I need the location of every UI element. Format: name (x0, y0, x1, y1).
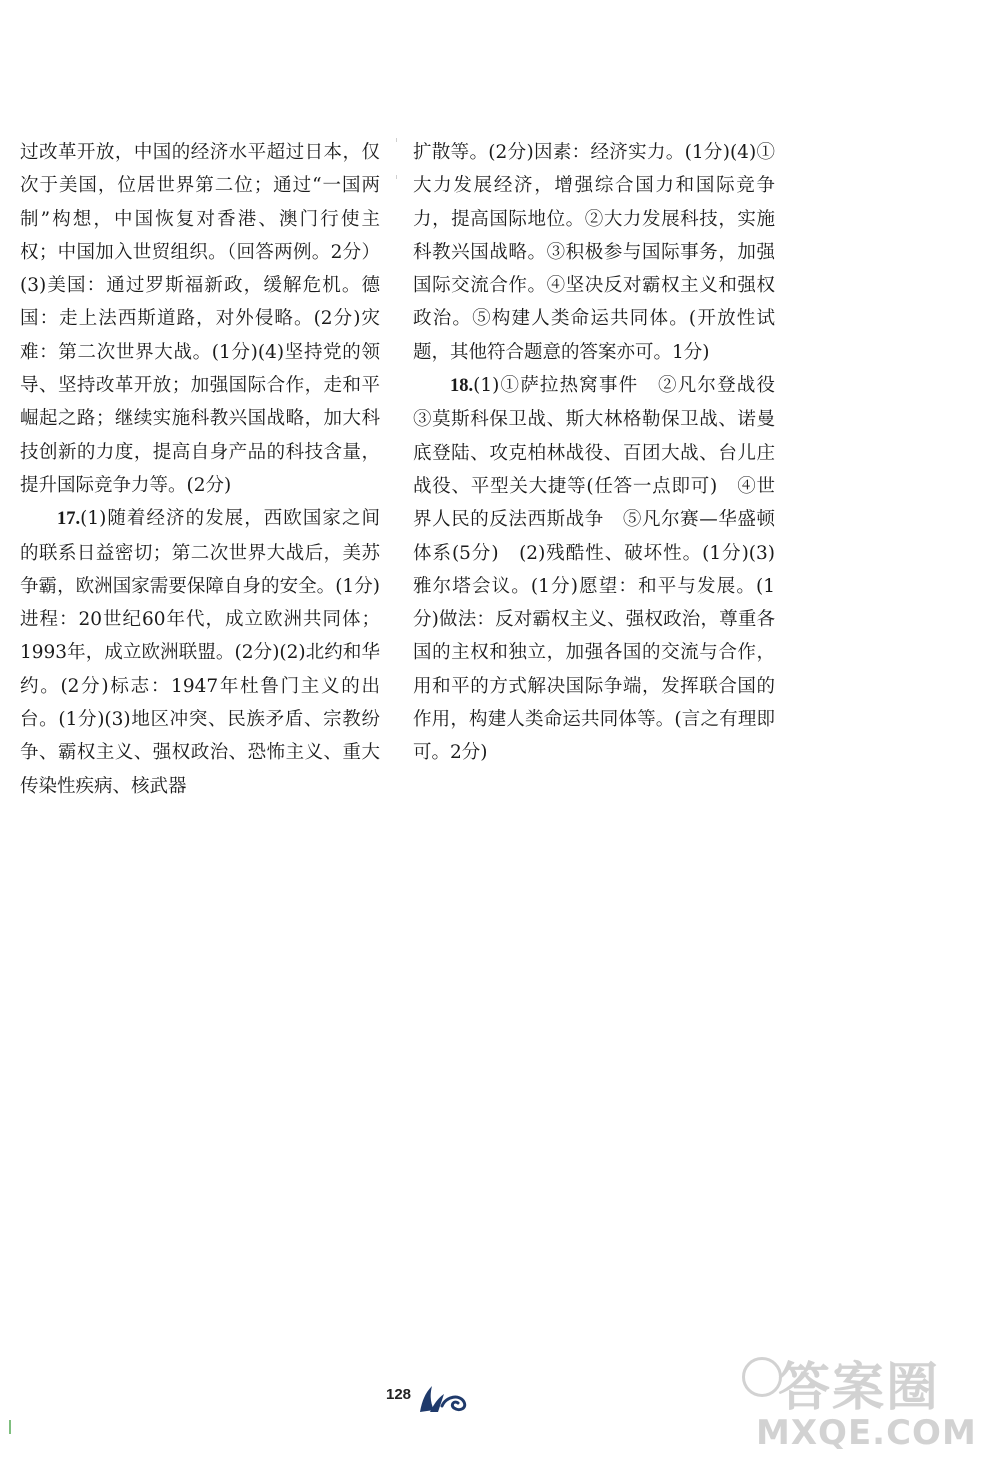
question-number-17: 17. (57, 509, 81, 530)
watermark-logo-icon (742, 1357, 782, 1397)
watermark-cn: 答案圈 (778, 1358, 941, 1418)
left-column (20, 136, 380, 803)
column-divider-mark (396, 175, 397, 179)
answer-continuation-17: 扩散等。(2分)因素：经济实力。(1分)(4)①大力发展经济，增强综合国力和国际竞争力，提高国际地位。②大力发展科技，实施科教兴国战略。③积极参与国际事务，加强国际交流合作。④坚决反对霸权主义和强权政治。⑤构建人类命运共同体。(开放性试题，其他符合题意的答案亦可。1分) (413, 142, 775, 363)
column-divider-mark (396, 138, 397, 142)
answer-continuation-16: 过改革开放，中国的经济水平超过日本，仅次于美国，位居世界第二位；通过“一国两制”构想，中国恢复对香港、澳门行使主权；中国加入世贸组织。（回答两例。2分）(3)美国：通过罗斯福新政，缓解危机。德国：走上法西斯道路，对外侵略。(2分)灾难：第二次世界大战。(1分)(4)坚持党的领导、坚持改革开放；加强国际合作，走和平崛起之路；继续实施科教兴国战略，加大科技创新的力度，提高自身产品的科技含量，提升国际竞争力等。(2分) (20, 142, 380, 496)
page-number: 128 (386, 1386, 412, 1403)
watermark-en: MXQE.COM (756, 1413, 977, 1453)
answer-18 (413, 369, 794, 770)
answer-17 (20, 502, 380, 803)
right-column (413, 136, 794, 770)
answer-18-text: (1)①萨拉热窝事件 ②凡尔登战役 ③莫斯科保卫战、斯大林格勒保卫战、诺曼底登陆、攻克柏林战役、百团大战、台儿庄战役、平型关大捷等(任答一点即可) ④世界人民的反法西斯战争 ⑤凡尔赛—华盛顿体系(5分) (2)残酷性、破坏性。(1分)(3)雅尔塔会议。(1分)愿望：和平与发展。(1分)做法：反对霸权主义、强权政治，尊重各国的主权和独立，加强各国的交流与合作，用和平的方式解决国际争端，发挥联合国的作用，构建人类命运共同体等。(言之有理即可。2分) (413, 375, 794, 764)
answer-17-text: (1)随着经济的发展，西欧国家之间的联系日益密切；第二次世界大战后，美苏争霸，欧洲国家需要保障自身的安全。(1分)进程：20世纪60年代，成立欧洲共同体；1993年，成立欧洲联盟。(2分)(2)北约和华约。(2分)标志：1947年杜鲁门主义的出台。(1分)(3)地区冲突、民族矛盾、宗教纷争、霸权主义、强权政治、恐怖主义、重大传染性疾病、核武器 (20, 508, 380, 797)
question-number-18: 18. (450, 376, 474, 397)
watermark (732, 1337, 982, 1455)
edge-scan-mark (9, 1420, 11, 1434)
leaf-swirl-icon (416, 1382, 476, 1416)
